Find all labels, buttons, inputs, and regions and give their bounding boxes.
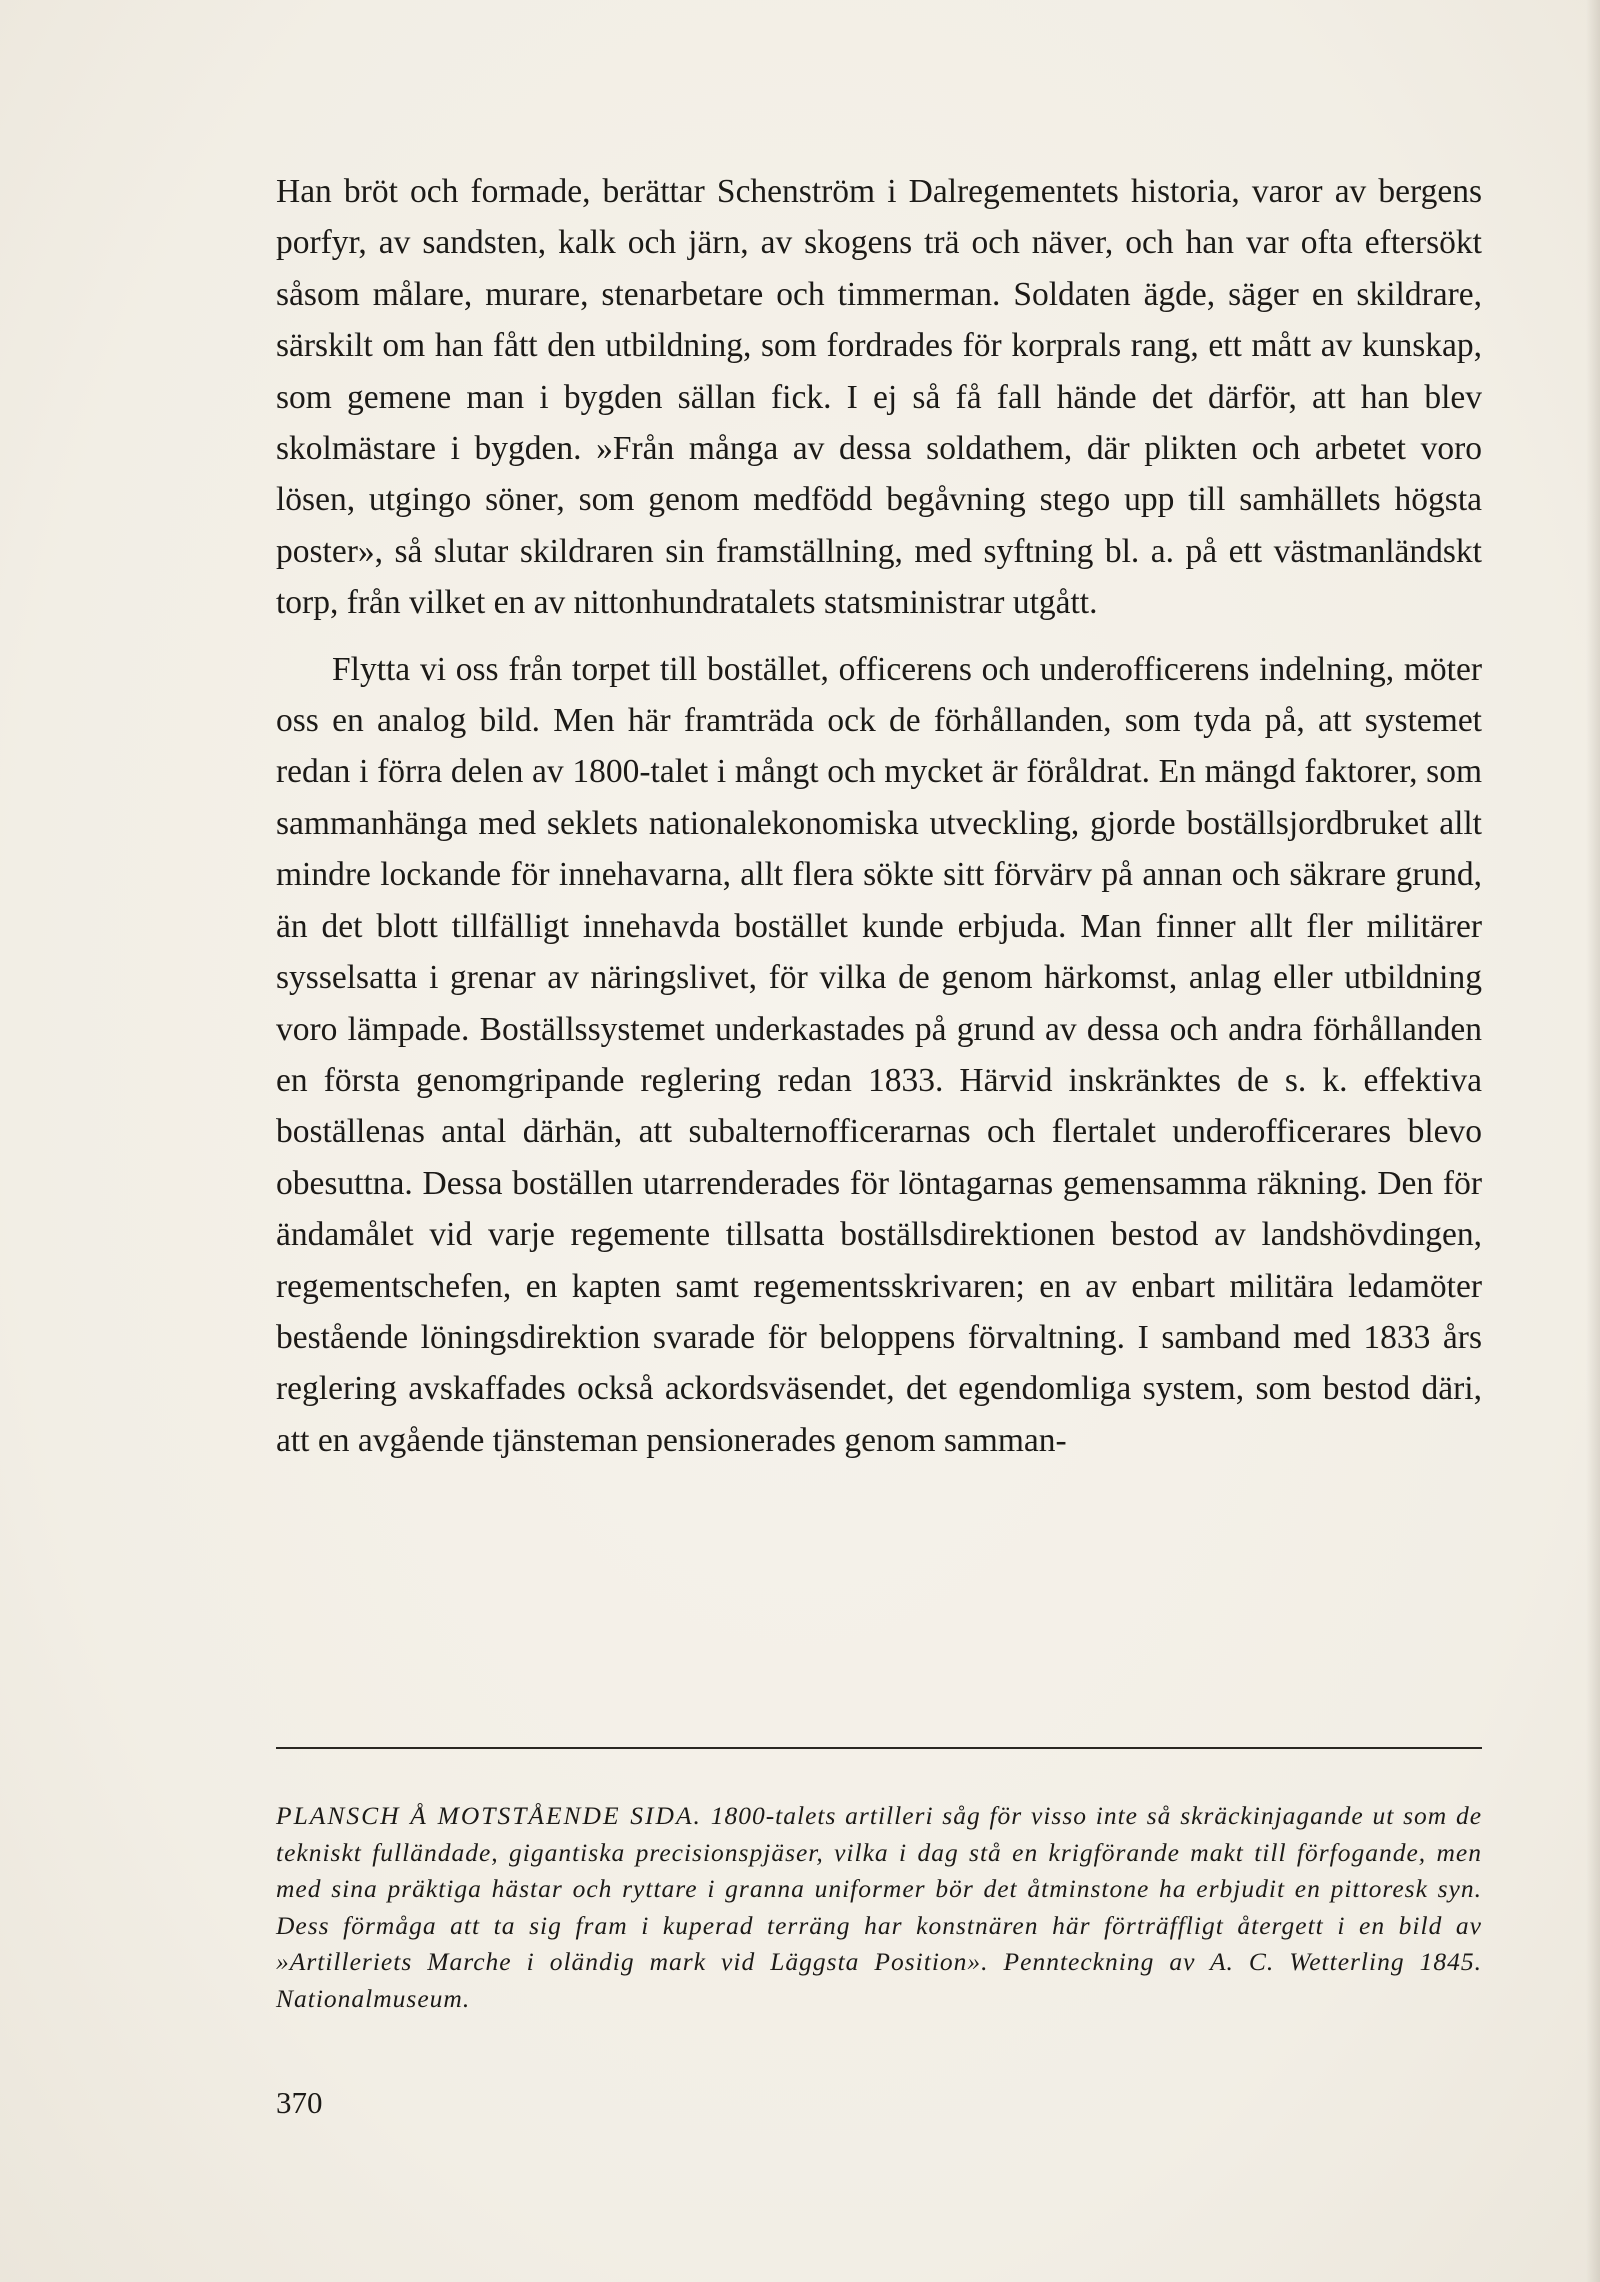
plate-caption xyxy=(276,1798,1482,2018)
caption-lead: PLANSCH Å MOTSTÅENDE SIDA. xyxy=(276,1801,702,1830)
caption-text: 1800-talets artilleri såg för visso inte så skräckinjagande ut som de tekniskt fulländade, gigantiska precisionspjäser, vilka i dag stå en krigförande makt till förfogande, men med sina präktiga hästar och ryttare i granna uniformer bör det åtminstone ha erbjudit en pittoresk syn. Dess förmåga att ta sig fram i kuperad terräng har konstnären här förträffligt återgett i en bild av »Artilleriets Marche i oländig mark vid Läggsta Position». Pennteckning av A. C. Wetterling 1845. Nationalmuseum. xyxy=(276,1801,1483,2013)
paragraph-2: Flytta vi oss från torpet till bostället, officerens och underofficerens indelning, möter oss en analog bild. Men här framträda ock de förhållanden, som tyda på, att systemet redan i förra delen av 1800-talet i mångt och mycket är föråldrat. En mängd faktorer, som sammanhänga med seklets nationalekonomiska utveckling, gjorde boställsjordbruket allt mindre lockande för innehavarna, allt flera sökte sitt förvärv på annan och säkrare grund, än det blott tillfälligt innehavda bostället kunde erbjuda. Man finner allt fler militärer sysselsatta i grenar av näringslivet, för vilka de genom härkomst, anlag eller utbildning voro lämpade. Boställssystemet underkastades på grund av dessa och andra förhållanden en första genomgripande reglering redan 1833. Härvid inskränktes de s. k. effektiva boställenas antal därhän, att subalternofficerarnas och flertalet underofficerares blevo obesuttna. Dessa boställen utarrenderades för löntagarnas gemensamma räkning. Den för ändamålet vid varje regemente tillsatta boställsdirektionen bestod av landshövdingen, regementschefen, en kapten samt regementsskrivaren; en av enbart militära ledamöter bestående löningsdirektion svarade för beloppens förvaltning. I samband med 1833 års reglering avskaffades också ackordsväsendet, det egendomliga system, som bestod däri, att en avgående tjänsteman pensionerades genom samman- xyxy=(276,650,1482,1459)
paragraph-1: Han bröt och formade, berättar Schenström i Dalregementets historia, varor av bergens porfyr, av sandsten, kalk och järn, av skogens trä och näver, och han var ofta eftersökt såsom målare, murare, stenarbetare och timmerman. Soldaten ägde, säger en skildrare, särskilt om han fått den utbildning, som fordrades för korprals rang, ett mått av kunskap, som gemene man i bygden sällan fick. I ej så få fall hände det därför, att han blev skolmästare i bygden. »Från många av dessa soldathem, där plikten och arbetet voro lösen, utgingo söner, som genom medfödd begåvning stego upp till samhällets högsta poster», så slutar skildraren sin framställning, med syftning bl. a. på ett västmanländskt torp, från vilket en av nittonhundratalets statsministrar utgått. xyxy=(276,173,1482,622)
footnote-divider xyxy=(276,1747,1482,1749)
page-edge-shadow xyxy=(1586,0,1600,2282)
page-number: 370 xyxy=(276,2085,323,2120)
body-text xyxy=(276,166,1482,1466)
